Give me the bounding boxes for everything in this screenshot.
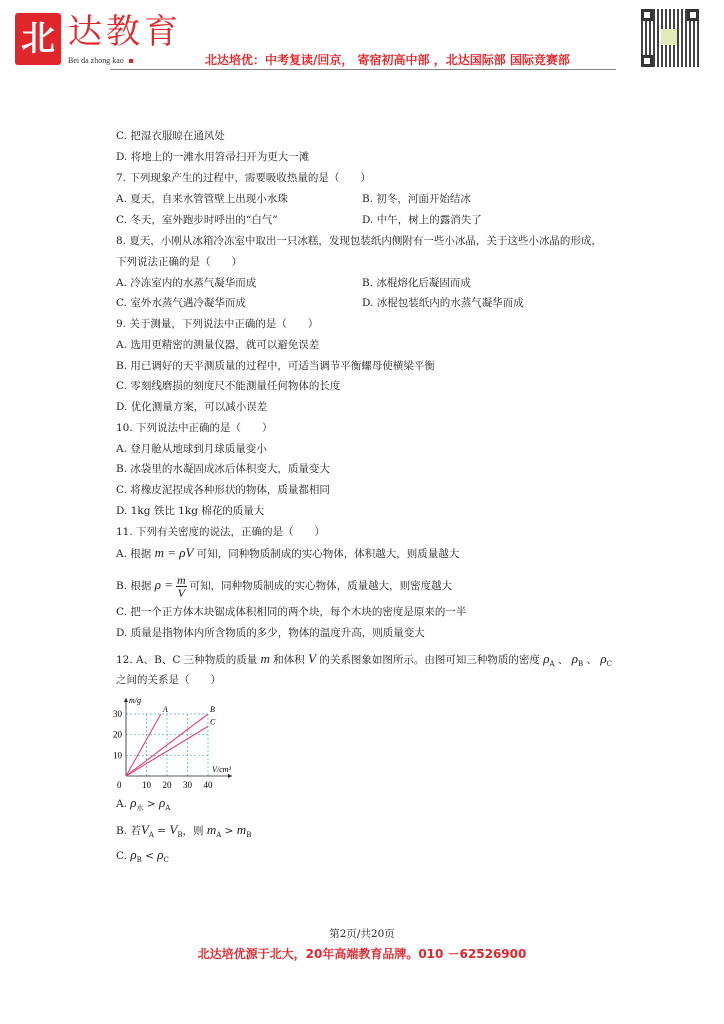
- option-7a: A. 夏天，自来水管管壁上出现小水珠: [116, 193, 288, 205]
- logo-icon: 北: [15, 13, 61, 65]
- sub: A: [216, 831, 222, 840]
- y-tick-label: 10: [113, 750, 122, 761]
- series-label-A: A: [162, 705, 168, 714]
- x-axis-label: V/cm³: [212, 765, 231, 774]
- question-7: 7. 下列现象产生的过程中，需要吸收热量的是（ ）: [116, 172, 371, 184]
- header-slogan: 北达培优：中考复读/回京， 寄宿初高中部 ，北达国际部 国际竞赛部: [205, 53, 570, 67]
- header-divider: [110, 69, 616, 70]
- text: 的关系图象如图所示。由图可知三种物质的密度: [316, 654, 544, 666]
- formula-rho: ρ =: [154, 577, 173, 592]
- sep: 、: [554, 654, 572, 666]
- op: =: [153, 825, 170, 837]
- option-9b: B. 用已调好的天平测质量的过程中，可适当调节平衡螺母使横梁平衡: [116, 360, 435, 372]
- var: V: [140, 822, 149, 837]
- series-line-C: [126, 726, 208, 776]
- page-number: 第2页/共20页: [329, 928, 395, 940]
- rho: ρ: [130, 795, 137, 810]
- option-6d: D. 将地上的一滩水用笤帚扫开为更大一滩: [116, 151, 310, 163]
- sub: B: [246, 831, 252, 840]
- option-7d: D. 中午，树上的露消失了: [362, 214, 482, 226]
- denominator: V: [177, 585, 185, 600]
- sub: C: [163, 856, 169, 865]
- rho: ρ: [130, 847, 137, 862]
- logo-square-icon: [129, 59, 133, 63]
- x-tick-label: 30: [183, 780, 192, 790]
- option-10a: A. 登月舱从地球到月球质量变小: [116, 443, 267, 455]
- option-11b: [116, 573, 452, 599]
- footer-slogan: 北达培优源于北大，20年高端教育品牌。010 －62526900: [197, 947, 527, 961]
- option-10d: D. 1kg 铁比 1kg 棉花的质量大: [116, 505, 265, 517]
- formula: m = ρV: [154, 545, 194, 560]
- rho: ρ: [571, 651, 579, 666]
- logo-subtitle: [68, 56, 133, 66]
- question-10: 10. 下列说法中正确的是（ ）: [116, 422, 273, 434]
- option-11d: D. 质量是指物体内所含物质的多少，物体的温度升高，则质量变大: [116, 627, 425, 639]
- numerator: m: [177, 572, 186, 587]
- option-10b: B. 冰袋里的水凝固成冰后体积变大，质量变大: [116, 463, 330, 475]
- var: m: [236, 822, 247, 837]
- option-11a: [116, 546, 459, 561]
- var: V: [169, 822, 178, 837]
- question-12-cont: 之间的关系是（ ）: [116, 674, 221, 686]
- question-9: 9. 关于测量，下列说法中正确的是（ ）: [116, 318, 319, 330]
- series-label-B: B: [210, 705, 215, 714]
- rho: ρ: [543, 651, 550, 666]
- question-8-cont: 下列说法正确的是（ ）: [116, 256, 242, 268]
- text: C.: [116, 850, 131, 862]
- question-8: 8. 夏天，小刚从冰箱冷冻室中取出一只冰糕，发现包装纸内侧附有一些小冰晶，关于这些小冰晶的形成，: [116, 235, 602, 247]
- sub: B: [578, 660, 584, 669]
- option-6c: C. 把湿衣服晾在通风处: [116, 130, 225, 142]
- x-tick-label: 10: [142, 780, 151, 790]
- sub: A: [148, 831, 154, 840]
- option-9d: D. 优化测量方案，可以减小误差: [116, 401, 268, 413]
- option-8b: B. 冰棍熔化后凝固而成: [362, 277, 471, 289]
- y-tick-label: 20: [113, 729, 122, 740]
- option-10c: C. 将橡皮泥捏成各种形状的物体，质量都相同: [116, 484, 330, 496]
- option-12a: [116, 796, 170, 812]
- option-12c: [116, 848, 169, 864]
- x-tick-label: 20: [162, 780, 172, 790]
- rho: ρ: [600, 651, 607, 666]
- sub: 水: [136, 804, 144, 813]
- text: 可知，同种物质制成的实心物体，质量越大，则密度越大: [189, 580, 453, 592]
- var: V: [308, 651, 317, 666]
- sep: 、: [583, 654, 601, 666]
- sub: A: [549, 660, 555, 669]
- fraction: [176, 574, 187, 599]
- op: >: [221, 825, 237, 837]
- sub: B: [136, 856, 142, 865]
- rho: ρ: [159, 795, 166, 810]
- rho: ρ: [157, 847, 164, 862]
- x-axis-arrow: [228, 774, 232, 778]
- option-9c: C. 零刻线磨损的刻度尺不能测量任何物体的长度: [116, 380, 341, 392]
- option-7c: C. 冬天，室外跑步时呼出的“白气”: [116, 214, 278, 226]
- text: 12. A、B、C 三种物质的质量: [116, 654, 261, 666]
- sub: A: [165, 804, 171, 813]
- option-8a: A. 冷冻室内的水蒸气凝华而成: [116, 277, 257, 289]
- option-8c: C. 室外水蒸气遇冷凝华而成: [116, 297, 246, 309]
- text: 和体积: [269, 654, 309, 666]
- series-label-C: C: [210, 717, 216, 727]
- logo-subtitle-text: Bei da zhong kao: [68, 56, 124, 65]
- mass-volume-chart: [108, 694, 258, 794]
- option-8d: D. 冰棍包装纸内的水蒸气凝华而成: [362, 297, 524, 309]
- y-axis-arrow: [124, 698, 128, 702]
- question-11: 11. 下列有关密度的说法，正确的是（ ）: [116, 526, 326, 538]
- text: B. 根据: [116, 580, 155, 592]
- text: 可知，同种物质制成的实心物体，体积越大，则质量越大: [193, 548, 460, 560]
- op: <: [141, 850, 158, 862]
- logo-text: 达教育: [68, 12, 182, 52]
- sub: B: [177, 831, 183, 840]
- option-11c: C. 把一个正方体木块锯成体积相同的两个块，每个木块的密度是原来的一半: [116, 606, 467, 618]
- var: m: [206, 822, 217, 837]
- x-tick-label: 40: [203, 780, 213, 790]
- origin-label: 0: [117, 780, 122, 790]
- qr-code-icon: [641, 9, 699, 67]
- y-tick-label: 30: [113, 709, 122, 719]
- text: ，则: [182, 825, 207, 837]
- option-9a: A. 选用更精密的测量仪器，就可以避免误差: [116, 339, 320, 351]
- option-12b: [116, 823, 251, 839]
- var: m: [260, 651, 270, 666]
- sub: C: [606, 660, 612, 669]
- text: A.: [116, 798, 131, 810]
- op: >: [143, 798, 159, 810]
- series-line-A: [126, 714, 161, 776]
- text: A. 根据: [116, 548, 155, 560]
- text: B. 若: [116, 825, 141, 837]
- question-12: [116, 652, 612, 668]
- option-7b: B. 初冬，河面开始结冰: [362, 193, 471, 205]
- y-axis-label: m/g: [129, 696, 141, 705]
